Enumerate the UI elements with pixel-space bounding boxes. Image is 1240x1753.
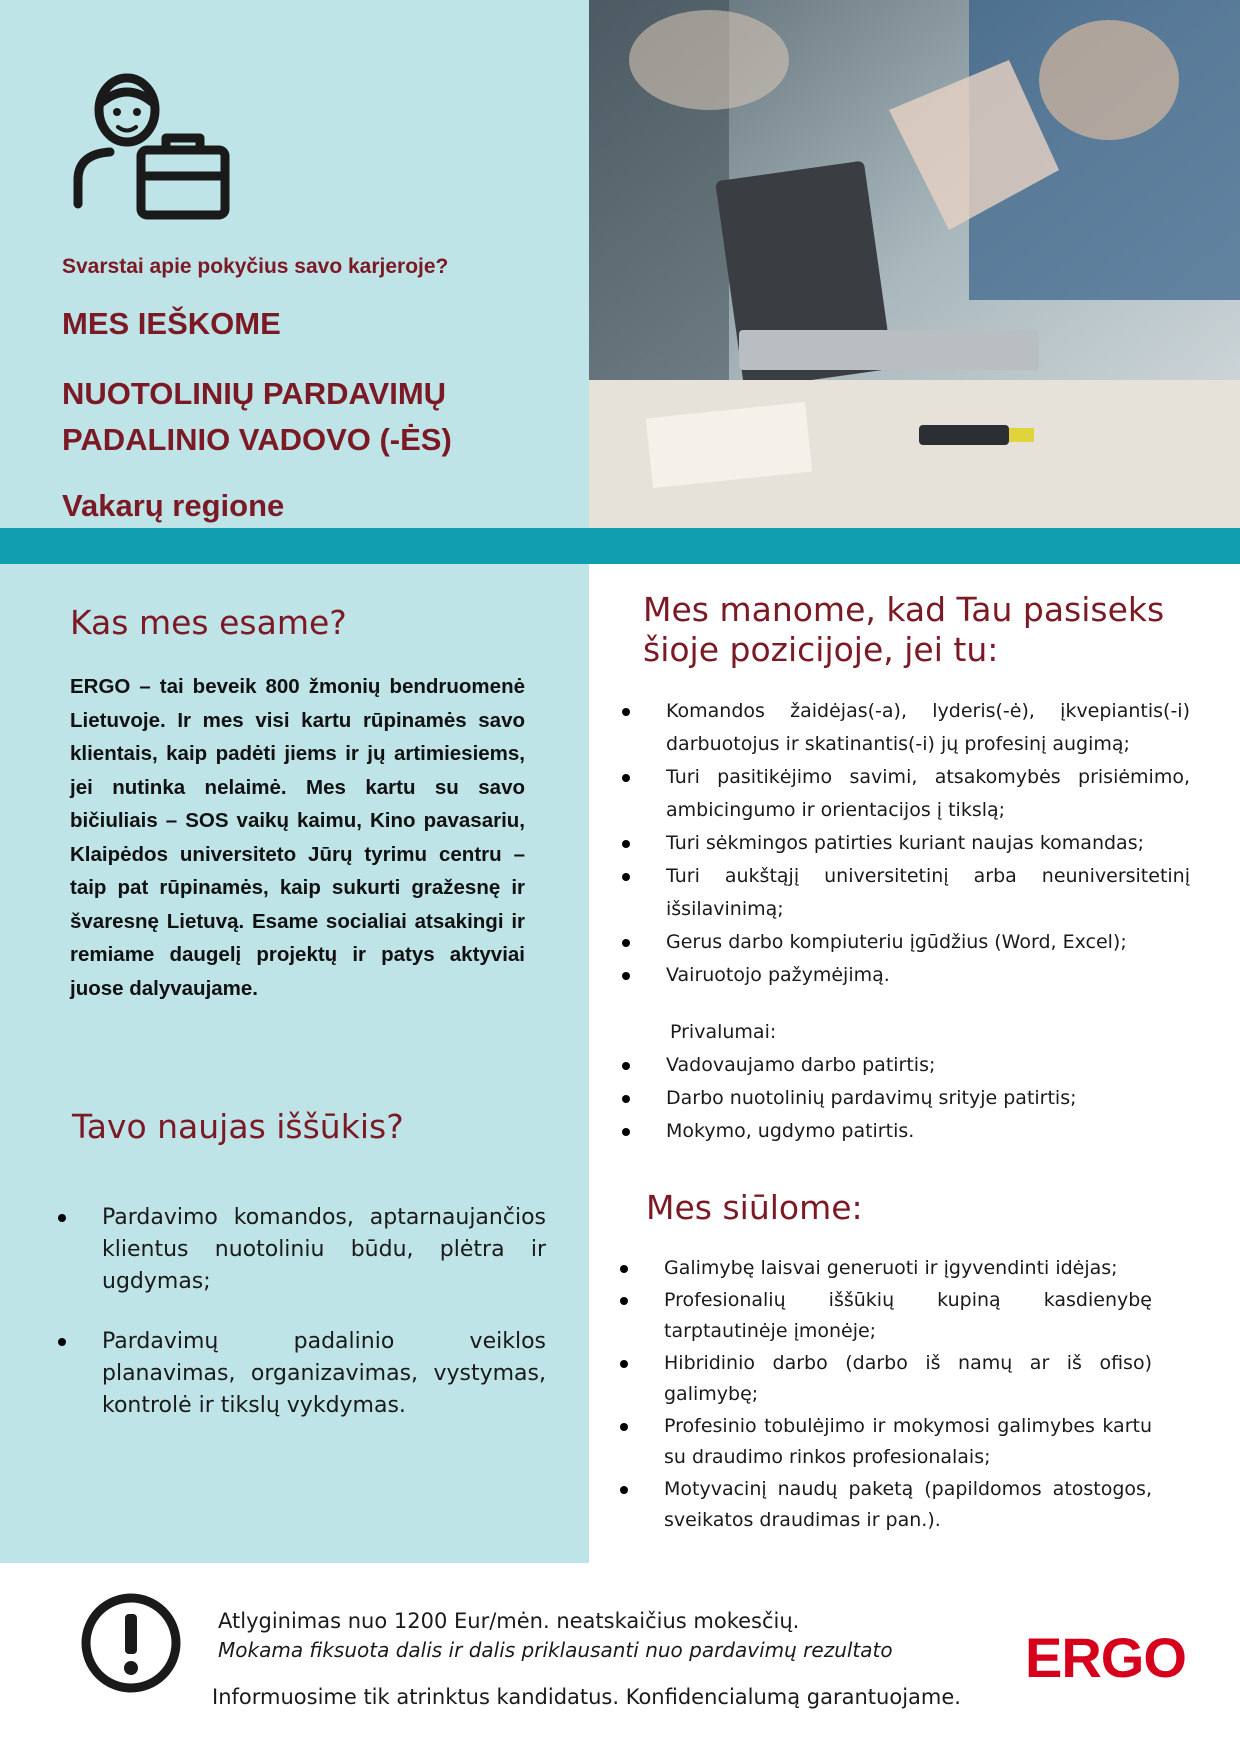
headline-we-are-looking: MES IEŠKOME	[62, 306, 281, 341]
list-item: Hibridinio darbo (darbo iš namų ar iš ofiso) galimybę;	[620, 1348, 1152, 1411]
list-item: Komandos žaidėjas(-a), lyderis(-ė), įkvepiantis(-i) darbuotojus ir skatinantis(-i) jų profesinį augimą;	[622, 695, 1190, 761]
salary-text: Atlyginimas nuo 1200 Eur/mėn. neatskaičius mokesčių.	[218, 1609, 800, 1633]
headline-position-line2: PADALINIO VADOVO (-ĖS)	[62, 422, 452, 457]
list-item: Pardavimų padalinio veiklos planavimas, organizavimas, vystymas, kontrolė ir tikslų vykdymas.	[58, 1326, 546, 1422]
list-item: Gerus darbo kompiuteriu įgūdžius (Word, Excel);	[622, 926, 1190, 959]
requirements-title-line1: Mes manome, kad Tau pasiseks	[643, 590, 1165, 629]
kicker-text: Svarstai apie pokyčius savo karjeroje?	[62, 255, 449, 278]
headline-region: Vakarų regione	[62, 488, 285, 523]
list-item: Darbo nuotolinių pardavimų srityje patirtis;	[622, 1082, 1190, 1115]
list-item: Turi sėkmingos patirties kuriant naujas komandas;	[622, 827, 1190, 860]
ergo-logo: ERGO	[1025, 1626, 1186, 1689]
requirements-list	[622, 695, 1190, 1148]
list-item: Mokymo, ugdymo patirtis.	[622, 1115, 1190, 1148]
challenge-title: Tavo naujas iššūkis?	[72, 1107, 404, 1146]
person-briefcase-icon	[72, 72, 232, 222]
requirements-title-line2: šioje pozicijoje, jei tu:	[643, 630, 999, 669]
advantages-label: Privalumai:	[670, 1021, 777, 1043]
list-item: Galimybę laisvai generuoti ir įgyvendinti idėjas;	[620, 1253, 1152, 1285]
challenge-list	[58, 1202, 546, 1422]
offer-list	[620, 1253, 1152, 1537]
confidentiality-notice: Informuosime tik atrinktus kandidatus. Konfidencialumą garantuojame.	[212, 1685, 961, 1709]
about-title: Kas mes esame?	[70, 603, 347, 642]
list-item: Pardavimo komandos, aptarnaujančios klientus nuotoliniu būdu, plėtra ir ugdymas;	[58, 1202, 546, 1298]
office-photo	[589, 0, 1240, 528]
offer-title: Mes siūlome:	[646, 1188, 863, 1227]
list-item: Profesinio tobulėjimo ir mokymosi galimybes kartu su draudimo rinkos profesionalais;	[620, 1411, 1152, 1474]
about-text: ERGO – tai beveik 800 žmonių bendruomenė Lietuvoje. Ir mes visi kartu rūpinamės savo klientais, kaip padėti jiems ir jų artimiesiems, jei nutinka nelaimė. Mes kartu su savo bičiuliais – SOS vaikų kaimu, Kino pavasariu, Klaipėdos universiteto Jūrų tyrimu centru – taip pat rūpinamės, kaip sukurti gražesnę ir švaresnę Lietuvą. Esame socialiai atsakingi ir remiame daugelį projektų ir patys aktyviai juose dalyvaujame.	[70, 675, 525, 1000]
list-item: Turi pasitikėjimo savimi, atsakomybės prisiėmimo, ambicingumo ir orientacijos į tikslą;	[622, 761, 1190, 827]
headline-position-line1: NUOTOLINIŲ PARDAVIMŲ	[62, 376, 447, 411]
office-photo-illustration	[589, 0, 1240, 528]
list-item: Vadovaujamo darbo patirtis;	[622, 1049, 1190, 1082]
exclamation-icon	[80, 1592, 182, 1694]
list-item: Vairuotojo pažymėjimą.	[622, 959, 1190, 992]
list-item: Turi aukštąjį universitetinį arba neuniversitetinį išsilavinimą;	[622, 860, 1190, 926]
list-item: Motyvacinį naudų paketą (papildomos atostogos, sveikatos draudimas ir pan.).	[620, 1474, 1152, 1537]
salary-note-text: Mokama fiksuota dalis ir dalis priklausanti nuo pardavimų rezultato	[218, 1638, 893, 1662]
teal-divider-bar	[0, 528, 1240, 564]
list-item: Profesionalių iššūkių kupiną kasdienybę tarptautinėje įmonėje;	[620, 1285, 1152, 1348]
